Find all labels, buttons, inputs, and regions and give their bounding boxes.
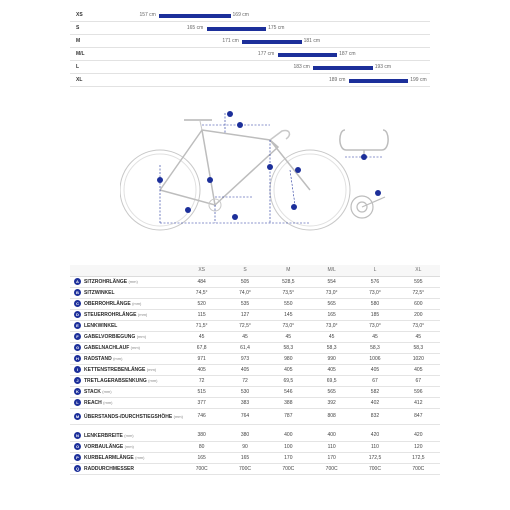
table-cell: 45 xyxy=(397,331,440,342)
measurement-letter-badge: I xyxy=(74,366,81,373)
measurement-name xyxy=(70,331,180,342)
table-cell: 971 xyxy=(180,353,223,364)
height-range-bar xyxy=(159,14,230,18)
size-column-header: XS xyxy=(180,265,223,276)
table-cell: 200 xyxy=(397,309,440,320)
size-chart-row xyxy=(70,23,430,35)
measurement-name xyxy=(70,320,180,331)
table-cell: 73,0° xyxy=(353,287,396,298)
table-cell: 535 xyxy=(223,298,266,309)
measurement-unit: (mm) xyxy=(146,366,157,372)
table-row xyxy=(70,331,440,342)
measurement-name xyxy=(70,342,180,353)
measurement-letter-badge: C xyxy=(74,300,81,307)
measurement-name xyxy=(70,386,180,397)
size-chart-row xyxy=(70,10,430,22)
table-cell: 72,5° xyxy=(223,320,266,331)
frame-outline xyxy=(160,130,310,205)
measurement-letter-badge: O xyxy=(75,444,80,449)
measurement-unit: (mm) xyxy=(136,333,147,339)
table-cell: 172,5 xyxy=(353,452,396,463)
table-cell: 45 xyxy=(267,331,310,342)
table-row xyxy=(70,397,440,408)
table-cell: 100 xyxy=(267,441,310,452)
height-range-bar xyxy=(278,53,337,57)
measurement-label: GABELVORBIEGUNG xyxy=(84,333,136,340)
table-row xyxy=(70,309,440,320)
crank-detail xyxy=(351,196,385,218)
measurement-letter-badge: Q xyxy=(75,466,80,471)
height-min-label: 177 cm xyxy=(257,51,275,57)
table-cell: 596 xyxy=(397,386,440,397)
table-row xyxy=(70,342,440,353)
table-cell: 700C xyxy=(310,463,353,474)
measurement-label: STACK xyxy=(84,388,101,395)
height-range-bar xyxy=(207,27,266,31)
table-cell: 746 xyxy=(180,408,223,424)
table-cell: 67 xyxy=(397,375,440,386)
table-cell: 73,0° xyxy=(267,320,310,331)
measurement-name xyxy=(70,298,180,309)
table-cell: 74,5° xyxy=(180,287,223,298)
size-chart-row xyxy=(70,36,430,48)
height-min-label: 189 cm xyxy=(329,77,346,83)
measurement-label: TRETLAGERABSENKUNG xyxy=(84,377,147,384)
measurement-name xyxy=(70,287,180,298)
table-cell: 383 xyxy=(223,397,266,408)
table-cell: 1020 xyxy=(397,353,440,364)
table-cell: 405 xyxy=(310,364,353,375)
table-cell: 600 xyxy=(397,298,440,309)
table-cell: 69,5 xyxy=(267,375,310,386)
measurement-unit: (mm) xyxy=(137,311,148,317)
measurement-unit: (mm) xyxy=(103,399,113,405)
rider-height-size-chart xyxy=(70,10,430,90)
height-max-label: 169 cm xyxy=(232,12,249,18)
size-label: L xyxy=(76,64,80,70)
measurement-name xyxy=(70,452,180,463)
size-chart-row xyxy=(70,75,430,87)
table-cell: 700C xyxy=(223,463,266,474)
table-cell: 145 xyxy=(267,309,310,320)
table-cell: 400 xyxy=(267,430,310,441)
table-cell: 45 xyxy=(180,331,223,342)
table-cell: 90 xyxy=(223,441,266,452)
height-min-label: 171 cm xyxy=(222,38,239,44)
table-cell: 764 xyxy=(223,408,266,424)
height-max-label: 187 cm xyxy=(339,51,356,57)
table-cell: 420 xyxy=(397,430,440,441)
size-chart-row xyxy=(70,49,430,61)
table-row xyxy=(70,287,440,298)
size-label: XS xyxy=(76,12,83,18)
measurement-name xyxy=(70,463,180,474)
table-cell: 45 xyxy=(223,331,266,342)
measurement-label: KETTENSTREBENLÄNGE xyxy=(84,366,146,373)
table-cell: 165 xyxy=(180,452,223,463)
table-cell: 973 xyxy=(223,353,266,364)
table-cell: 582 xyxy=(353,386,396,397)
table-cell: 110 xyxy=(353,441,396,452)
table-cell: 73,0° xyxy=(310,287,353,298)
table-cell: 45 xyxy=(353,331,396,342)
table-cell: 170 xyxy=(267,452,310,463)
table-cell: 67,8 xyxy=(180,342,223,353)
measurement-label: OBERROHRLÄNGE xyxy=(84,300,131,307)
measurement-label: VORBAULÄNGE xyxy=(84,443,124,450)
measurement-letter-badge: A xyxy=(74,278,81,285)
height-range-bar xyxy=(349,79,408,83)
table-cell: 45 xyxy=(310,331,353,342)
table-cell: 170 xyxy=(310,452,353,463)
table-cell: 484 xyxy=(180,276,223,287)
measurement-name xyxy=(70,441,180,452)
table-cell: 787 xyxy=(267,408,310,424)
measurement-name xyxy=(70,309,180,320)
table-cell: 73,5° xyxy=(267,287,310,298)
table-row xyxy=(70,320,440,331)
measurement-unit: (mm) xyxy=(102,388,112,394)
table-row xyxy=(70,353,440,364)
table-cell: 980 xyxy=(267,353,310,364)
table-cell: 700C xyxy=(397,463,440,474)
size-column-header: XL xyxy=(397,265,440,276)
measurement-label: SITZROHRLÄNGE xyxy=(84,278,128,285)
size-label: M xyxy=(76,38,81,44)
table-row xyxy=(70,463,440,474)
table-cell: 73,0° xyxy=(397,320,440,331)
measurement-label: LENKERBREITE xyxy=(84,432,123,439)
measurement-name xyxy=(70,397,180,408)
table-cell: 377 xyxy=(180,397,223,408)
table-cell: 58,3 xyxy=(353,342,396,353)
table-row xyxy=(70,375,440,386)
table-cell: 700C xyxy=(353,463,396,474)
table-cell: 528,5 xyxy=(267,276,310,287)
table-cell: 185 xyxy=(353,309,396,320)
table-cell: 165 xyxy=(223,452,266,463)
table-cell: 405 xyxy=(353,364,396,375)
table-cell: 580 xyxy=(353,298,396,309)
table-cell: 80 xyxy=(180,441,223,452)
measurement-letter-badge: E xyxy=(74,322,81,329)
table-cell: 520 xyxy=(180,298,223,309)
table-row xyxy=(70,441,440,452)
table-cell: 576 xyxy=(353,276,396,287)
table-cell: 550 xyxy=(267,298,310,309)
table-cell: 530 xyxy=(223,386,266,397)
table-cell: 73,0° xyxy=(353,320,396,331)
measurement-letter-badge: K xyxy=(74,388,81,395)
table-cell: 74,0° xyxy=(223,287,266,298)
height-range-bar xyxy=(313,66,372,70)
measurement-letter-badge: G xyxy=(75,345,80,350)
measurement-unit: (mm) xyxy=(124,443,134,449)
measurement-label: REACH xyxy=(84,399,102,406)
table-cell: 595 xyxy=(397,276,440,287)
table-cell: 700C xyxy=(267,463,310,474)
measurement-letter-badge: D xyxy=(74,311,81,318)
table-cell: 120 xyxy=(397,441,440,452)
measurement-letter-badge: B xyxy=(74,289,81,296)
table-cell: 832 xyxy=(353,408,396,424)
table-cell: 847 xyxy=(397,408,440,424)
table-cell: 127 xyxy=(223,309,266,320)
table-cell: 565 xyxy=(310,386,353,397)
table-row xyxy=(70,408,440,424)
table-cell: 402 xyxy=(353,397,396,408)
measurement-letter-badge: J xyxy=(74,377,81,384)
measurement-letter-badge: F xyxy=(74,333,81,340)
size-label: S xyxy=(76,25,80,31)
measurement-name xyxy=(70,276,180,287)
height-min-label: 165 cm xyxy=(186,25,204,31)
measurement-letter-badge: L xyxy=(74,399,81,406)
size-column-header: S xyxy=(223,265,266,276)
height-min-label: 183 cm xyxy=(293,64,310,70)
table-cell: 700C xyxy=(180,463,223,474)
table-cell: 72 xyxy=(223,375,266,386)
table-header-blank xyxy=(70,265,180,276)
table-cell: 990 xyxy=(310,353,353,364)
table-row xyxy=(70,430,440,441)
measurement-name xyxy=(70,375,180,386)
table-cell: 73,0° xyxy=(310,320,353,331)
measurement-letter-badge: M xyxy=(75,413,80,419)
table-cell: 58,3 xyxy=(267,342,310,353)
table-cell: 405 xyxy=(180,364,223,375)
table-cell: 400 xyxy=(310,430,353,441)
table-cell: 554 xyxy=(310,276,353,287)
measurement-unit: (mm) xyxy=(124,432,134,438)
table-row xyxy=(70,298,440,309)
size-column-header: L xyxy=(353,265,396,276)
measurement-label: ÜBERSTANDS-/DURCHSTIEGSHÖHE xyxy=(84,413,173,420)
table-cell: 808 xyxy=(310,408,353,424)
measurement-label: SITZWINKEL xyxy=(84,289,115,296)
table-cell: 69,5 xyxy=(310,375,353,386)
table-cell: 61,4 xyxy=(223,342,266,353)
table-row xyxy=(70,452,440,463)
geometry-table xyxy=(70,265,440,475)
measurement-letter-badge: H xyxy=(74,355,81,362)
table-cell: 505 xyxy=(223,276,266,287)
measurement-unit: (mm) xyxy=(148,377,158,383)
measurement-unit: (mm) xyxy=(113,355,123,361)
table-cell: 565 xyxy=(310,298,353,309)
measurement-label: RADDURCHMESSER xyxy=(84,465,135,472)
measurement-name xyxy=(70,408,183,424)
measurement-unit: (mm) xyxy=(128,278,138,284)
height-max-label: 181 cm xyxy=(303,38,321,44)
size-column-header: M/L xyxy=(310,265,353,276)
handlebar xyxy=(270,131,289,140)
table-cell: 165 xyxy=(310,309,353,320)
measurement-unit: (mm) xyxy=(130,344,140,350)
table-cell: 388 xyxy=(267,397,310,408)
measurement-label: KURBELARMLÄNGE xyxy=(84,454,134,461)
bike-geometry-diagram xyxy=(120,105,430,255)
table-cell: 67 xyxy=(353,375,396,386)
size-column-header: M xyxy=(267,265,310,276)
table-cell: 412 xyxy=(397,397,440,408)
table-cell: 72 xyxy=(180,375,223,386)
table-cell: 392 xyxy=(310,397,353,408)
table-row xyxy=(70,386,440,397)
height-max-label: 175 cm xyxy=(268,25,285,31)
measurement-name xyxy=(70,353,180,364)
height-max-label: 193 cm xyxy=(374,64,392,70)
measurement-label: LENKWINKEL xyxy=(84,322,118,329)
measurement-name xyxy=(70,430,180,441)
table-cell: 546 xyxy=(267,386,310,397)
table-cell: 420 xyxy=(353,430,396,441)
table-cell: 515 xyxy=(180,386,223,397)
measurement-label: STEUERROHRLÄNGE xyxy=(84,311,137,318)
measurement-label: GABELNACHLAUF xyxy=(84,344,130,351)
table-cell: 1006 xyxy=(353,353,396,364)
table-cell: 405 xyxy=(223,364,266,375)
table-cell: 58,3 xyxy=(397,342,440,353)
table-cell: 115 xyxy=(180,309,223,320)
height-max-label: 199 cm xyxy=(410,77,427,83)
table-cell: 110 xyxy=(310,441,353,452)
table-cell: 172,5 xyxy=(397,452,440,463)
table-cell: 405 xyxy=(397,364,440,375)
measurement-label: RADSTAND xyxy=(84,355,112,362)
table-header-row xyxy=(70,265,440,276)
table-row xyxy=(70,276,440,287)
measurement-unit: (mm) xyxy=(135,454,145,460)
table-cell: 380 xyxy=(223,430,266,441)
measurement-letter-badge: P xyxy=(74,454,81,461)
measurement-unit: (mm) xyxy=(132,300,142,306)
size-label: M/L xyxy=(76,51,85,57)
table-cell: 71,5° xyxy=(180,320,223,331)
size-chart-row xyxy=(70,62,430,74)
table-cell: 72,5° xyxy=(397,287,440,298)
table-cell: 405 xyxy=(267,364,310,375)
measurement-letter-badge: N xyxy=(74,432,81,439)
table-cell: 380 xyxy=(180,430,223,441)
table-row xyxy=(70,364,440,375)
measurement-name xyxy=(70,364,180,375)
size-label: XL xyxy=(76,77,83,83)
table-cell: 58,3 xyxy=(310,342,353,353)
height-range-bar xyxy=(242,40,301,44)
height-min-label: 157 cm xyxy=(139,12,156,18)
measurement-unit: (mm) xyxy=(173,413,183,419)
